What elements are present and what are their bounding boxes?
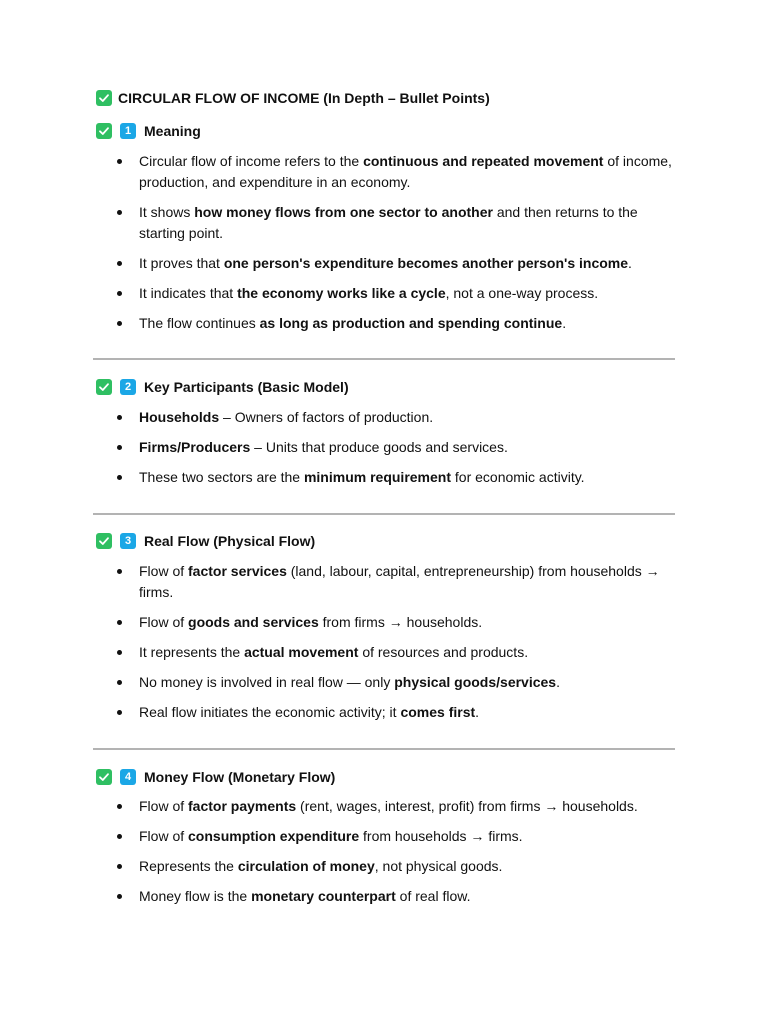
bullet-text: Flow of xyxy=(139,563,189,579)
bullet-text: from firms → households. xyxy=(318,614,483,630)
bullet-list xyxy=(0,407,768,497)
section-title: Money Flow (Monetary Flow) xyxy=(144,769,336,785)
section-title: Key Participants (Basic Model) xyxy=(144,379,349,395)
bullet-text-bold: as long as production and spending continue xyxy=(259,315,563,331)
bullet-item xyxy=(0,561,768,603)
bullet-item xyxy=(0,856,768,877)
bullet-text: , not physical goods. xyxy=(374,858,503,874)
bullet-text-bold: continuous and repeated movement xyxy=(363,153,604,169)
bullet-text: It represents the xyxy=(139,644,245,660)
bullet-text: The flow continues xyxy=(139,315,260,331)
bullet-list xyxy=(0,796,768,916)
bullet-text: Flow of xyxy=(139,798,189,814)
bullet-text: Flow of xyxy=(139,828,189,844)
section-divider xyxy=(93,358,675,360)
section-heading-real-flow xyxy=(96,533,315,549)
check-box-icon xyxy=(96,533,112,549)
bullet-text: – Owners of factors of production. xyxy=(219,409,434,425)
bullet-item xyxy=(0,886,768,907)
bullet-text-bold: circulation of money xyxy=(237,858,375,874)
bullet-text: Circular flow of income refers to the xyxy=(139,153,364,169)
bullet-text-bold: consumption expenditure xyxy=(188,828,360,844)
bullet-text: , not a one-way process. xyxy=(445,285,599,301)
bullet-text: of resources and products. xyxy=(358,644,529,660)
bullet-text: (land, labour, capital, entrepreneurship) from households → firms. xyxy=(139,563,660,600)
bullet-text: of income, production, and expenditure in an economy. xyxy=(139,153,672,190)
number-badge-icon: 3 xyxy=(120,533,136,549)
section-heading-key-participants xyxy=(96,379,349,395)
bullet-text-bold: physical goods/services xyxy=(394,674,557,690)
bullet-text-bold: factor payments xyxy=(188,798,297,814)
bullet-text: of real flow. xyxy=(395,888,471,904)
bullet-text: Flow of xyxy=(139,614,189,630)
bullet-text-bold: Households xyxy=(139,409,220,425)
bullet-item xyxy=(0,672,768,693)
bullet-item xyxy=(0,313,768,334)
number-badge-icon: 1 xyxy=(120,123,136,139)
document-title-row xyxy=(96,90,490,106)
check-box-icon xyxy=(96,123,112,139)
bullet-item xyxy=(0,467,768,488)
section-title: Real Flow (Physical Flow) xyxy=(144,533,316,549)
bullet-text: (rent, wages, interest, profit) from firms → households. xyxy=(296,798,638,814)
bullet-text: Real flow initiates the economic activity; it xyxy=(139,704,401,720)
bullet-text: . xyxy=(562,315,567,331)
bullet-item xyxy=(0,202,768,244)
bullet-text: It shows xyxy=(139,204,195,220)
bullet-text: from households → firms. xyxy=(359,828,523,844)
bullet-text: . xyxy=(628,255,632,271)
bullet-item xyxy=(0,612,768,633)
bullet-item xyxy=(0,407,768,428)
bullet-text-bold: comes first xyxy=(400,704,476,720)
bullet-item xyxy=(0,642,768,663)
bullet-item xyxy=(0,796,768,817)
bullet-item xyxy=(0,702,768,723)
section-divider xyxy=(93,748,675,750)
bullet-text-bold: Firms/Producers xyxy=(139,439,251,455)
bullet-text-bold: how money flows from one sector to another xyxy=(194,204,493,220)
section-heading-meaning xyxy=(96,123,201,139)
bullet-text: Money flow is the xyxy=(139,888,252,904)
bullet-text: It proves that xyxy=(139,255,224,271)
check-box-icon xyxy=(96,769,112,785)
bullet-item xyxy=(0,283,768,304)
section-heading-money-flow xyxy=(96,769,335,785)
bullet-list xyxy=(0,151,768,343)
bullet-text-bold: minimum requirement xyxy=(303,469,451,485)
bullet-item xyxy=(0,253,768,274)
bullet-text: These two sectors are the xyxy=(139,469,304,485)
check-box-icon xyxy=(96,379,112,395)
bullet-text: No money is involved in real flow — only xyxy=(139,674,395,690)
bullet-text-bold: actual movement xyxy=(244,644,359,660)
bullet-text-bold: one person's expenditure becomes another person's income xyxy=(223,255,629,271)
bullet-text-bold: the economy works like a cycle xyxy=(237,285,446,301)
bullet-text-bold: goods and services xyxy=(188,614,319,630)
bullet-text: . xyxy=(556,674,560,690)
number-badge-icon: 4 xyxy=(120,769,136,785)
section-divider xyxy=(93,513,675,515)
number-badge-icon: 2 xyxy=(120,379,136,395)
section-title: Meaning xyxy=(144,123,201,139)
bullet-list xyxy=(0,561,768,732)
bullet-text-bold: factor services xyxy=(188,563,287,579)
bullet-text: – Units that produce goods and services. xyxy=(250,439,508,455)
bullet-text: and then returns to the starting point. xyxy=(139,204,638,241)
bullet-text-bold: monetary counterpart xyxy=(251,888,396,904)
document-title: CIRCULAR FLOW OF INCOME (In Depth – Bullet Points) xyxy=(118,90,490,106)
bullet-item xyxy=(0,151,768,193)
bullet-item xyxy=(0,826,768,847)
bullet-item xyxy=(0,437,768,458)
bullet-text: . xyxy=(475,704,480,720)
bullet-text: Represents the xyxy=(139,858,238,874)
check-box-icon xyxy=(96,90,112,106)
bullet-text: It indicates that xyxy=(139,285,238,301)
bullet-text: for economic activity. xyxy=(451,469,585,485)
